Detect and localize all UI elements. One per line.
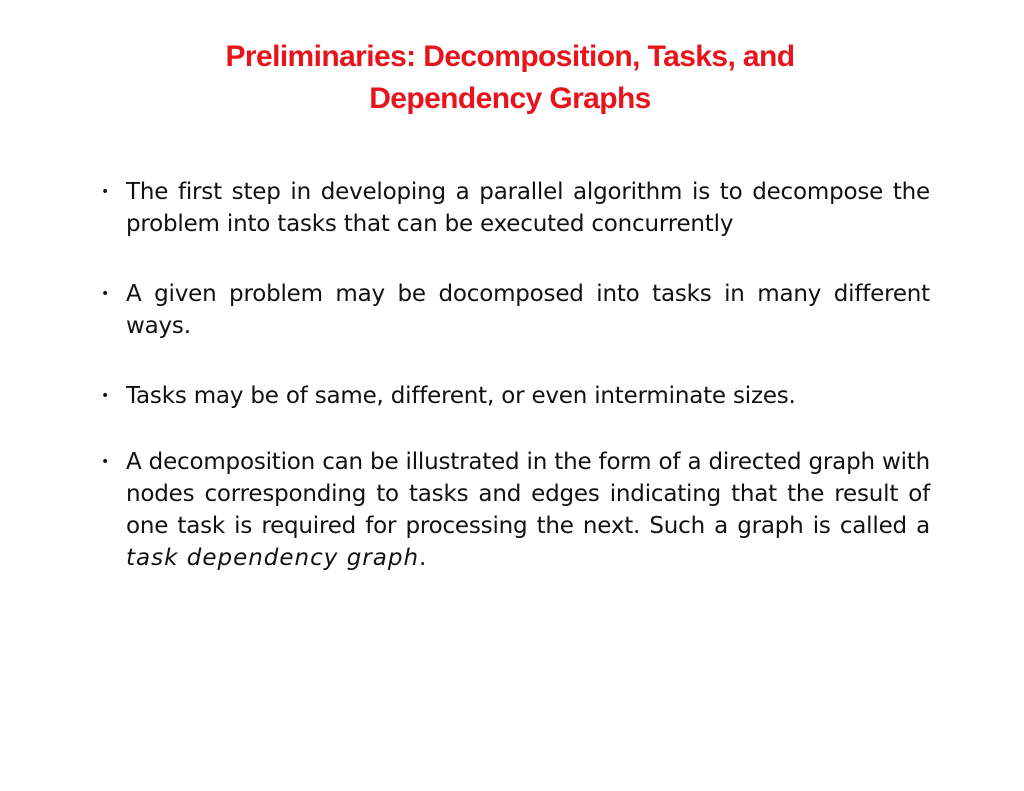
bullet-item <box>96 278 930 342</box>
slide-title-line-1: Preliminaries: Decomposition, Tasks, and <box>225 40 795 73</box>
bullet-dot-icon: • <box>101 388 110 404</box>
slide-title-line-2: Dependency Graphs <box>369 82 651 115</box>
bullet-item <box>96 446 930 574</box>
bullet-list <box>96 176 930 574</box>
emphasized-term: task dependency graph <box>126 545 420 571</box>
bullet-item <box>96 380 930 412</box>
bullet-text: Tasks may be of same, different, or even interminate sizes. <box>126 383 796 409</box>
bullet-dot-icon: • <box>101 184 110 200</box>
bullet-text-end: . <box>419 545 427 571</box>
slide-title <box>150 36 870 120</box>
bullet-text: A decomposition can be illustrated in the form of a directed graph with nodes corresponding to tasks and edges indicating that the result of one task is required for processing the next. Such a graph is called a <box>126 449 930 539</box>
bullet-dot-icon: • <box>101 286 110 302</box>
bullet-text: The first step in developing a parallel algorithm is to decompose the problem into tasks that can be executed concurrently <box>126 179 930 237</box>
bullet-item <box>96 176 930 240</box>
bullet-text: A given problem may be docomposed into tasks in many different ways. <box>126 281 930 339</box>
bullet-dot-icon: • <box>101 454 110 470</box>
